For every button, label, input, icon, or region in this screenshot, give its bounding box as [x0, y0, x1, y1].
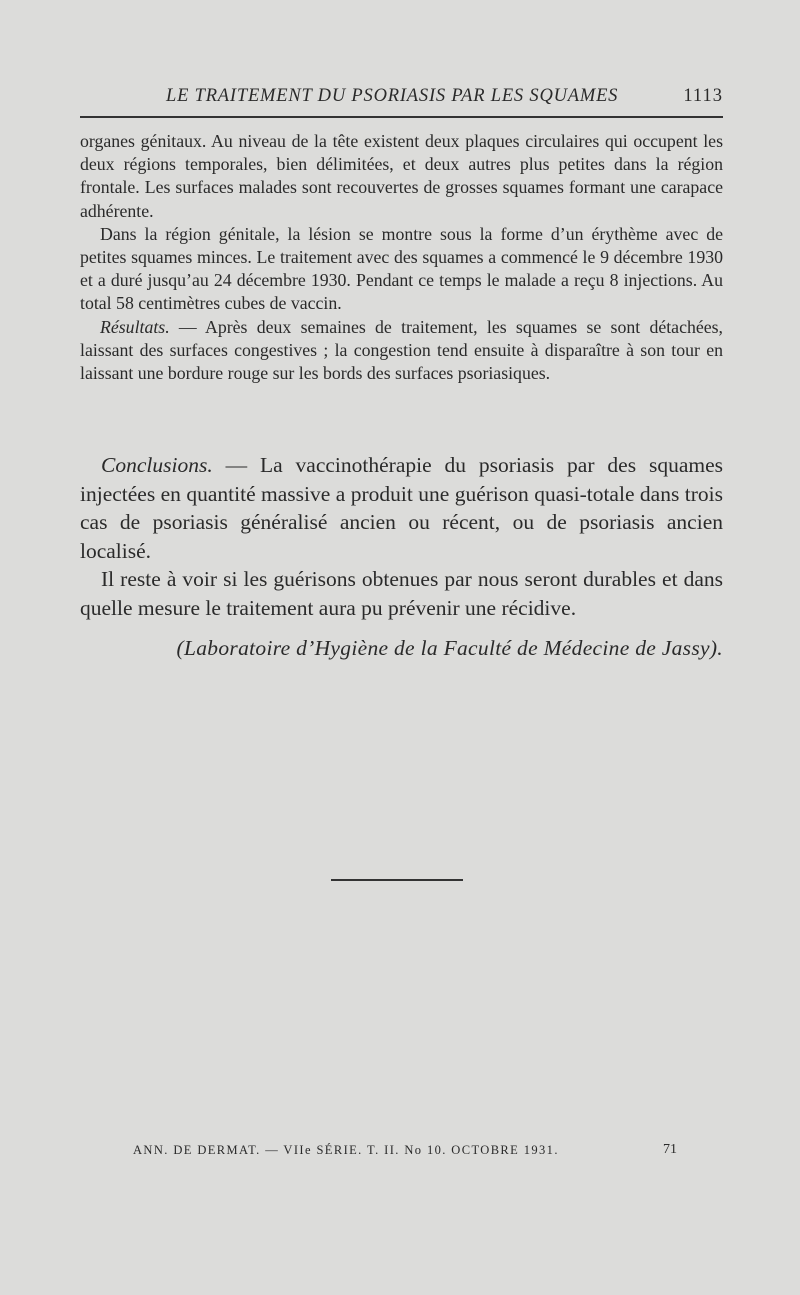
results-label: Résultats. [100, 316, 170, 337]
paragraph-genital-region: Dans la région génitale, la lésion se montre sous la forme d’un érythème avec de petites squames minces. Le traitement avec des squames a commencé le 9 décembre 1930 et a duré jusqu’au 24 décembre 1930. Pendant ce temps le malade a reçu 8 injections. Au total 58 centimètres cubes de vaccin. [80, 223, 723, 314]
running-header [80, 86, 723, 116]
sheet-number: 71 [663, 1142, 677, 1157]
results-text: — Après deux semaines de traitement, les squames se sont détachées, laissant des surfaces congestives ; la congestion tend ensuite à disparaître à son tour en laissant une bordure rouge sur les bords des surfaces psoriasiques. [80, 316, 723, 384]
body-text [80, 130, 723, 385]
running-title: LE TRAITEMENT DU PSORIASIS PAR LES SQUAMES [166, 86, 619, 106]
paragraph-remaining: Il reste à voir si les guérisons obtenues par nous seront durables et dans quelle mesure le traitement aura pu prévenir une récidive. [80, 567, 723, 620]
conclusions-text: — La vaccinothérapie du psoriasis par des squames injectées en quantité massive a produit une guérison quasi-totale dans trois cas de psoriasis généralisé ancien ou récent, ou de psoriasis ancien localisé. [80, 453, 723, 563]
paragraph-conclusions [80, 451, 723, 565]
paragraph-results [80, 316, 723, 386]
end-rule [331, 879, 463, 881]
paragraph-case-description: organes génitaux. Au niveau de la tête existent deux plaques circulaires qui occupent les deux régions temporales, bien délimitées, et deux autres plus petites dans la région frontale. Les surfaces malades sont recouvertes de grosses squames formant une carapace adhérente. [80, 131, 723, 221]
header-rule [80, 116, 723, 118]
conclusions-section [80, 451, 723, 622]
laboratory-signature: (Laboratoire d’Hygiène de la Faculté de Médecine de Jassy). [176, 636, 723, 660]
page-number: 1113 [683, 86, 723, 106]
conclusions-label: Conclusions. [101, 453, 213, 477]
footer-citation: ANN. DE DERMAT. — VIIe SÉRIE. T. II. No 10. OCTOBRE 1931. [133, 1143, 559, 1157]
